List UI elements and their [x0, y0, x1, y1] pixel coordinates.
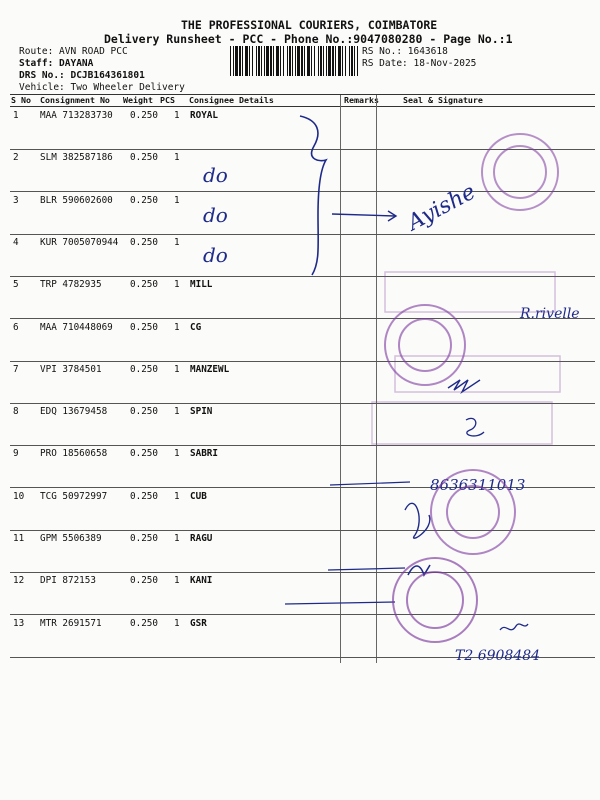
consignment-number: DPI 872153 [40, 575, 96, 587]
consignment-number: MAA 710448069 [40, 321, 113, 333]
consignment-number: SLM 382587186 [40, 152, 113, 164]
table-row [10, 403, 595, 446]
weight-value: 0.250 [130, 279, 158, 291]
consignee-details: CUB [190, 490, 207, 502]
consignment-number: PRO 18560658 [40, 448, 108, 460]
table-row [10, 276, 595, 319]
weight-value: 0.250 [130, 152, 158, 164]
staff-field: Staff: DAYANA [19, 58, 94, 69]
table-row [10, 361, 595, 404]
pieces-count: 1 [174, 490, 180, 502]
pieces-count: 1 [174, 533, 180, 544]
weight-value: 0.250 [130, 575, 158, 587]
rs-date-field: RS Date: 18-Nov-2025 [362, 58, 477, 69]
ditto-mark: do [203, 203, 228, 227]
consignment-number: EDQ 13679458 [40, 406, 108, 418]
consignee-details: CG [190, 321, 202, 333]
consignee-details: MANZEWL [190, 363, 230, 375]
weight-value: 0.250 [130, 236, 158, 248]
serial-number: 7 [13, 363, 19, 375]
table-row [10, 572, 595, 615]
serial-number: 12 [13, 575, 25, 587]
route-field: Route: AVN ROAD PCC [19, 46, 128, 57]
consignee-details: MILL [190, 279, 213, 291]
col-remarks: Remarks [344, 95, 379, 105]
pieces-count: 1 [174, 363, 180, 375]
rs-no-field: RS No.: 1643618 [362, 46, 448, 57]
table-row [10, 530, 595, 573]
serial-number: 9 [13, 448, 19, 460]
pieces-count: 1 [174, 448, 180, 460]
pieces-count: 1 [174, 575, 180, 587]
ditto-mark: do [203, 243, 228, 267]
table-row [10, 234, 595, 277]
pieces-count: 1 [174, 236, 180, 248]
col-weight: Weight [123, 95, 153, 105]
serial-number: 11 [13, 533, 25, 544]
consignment-number: TCG 50972997 [40, 490, 108, 502]
consignment-number: MAA 713283730 [40, 110, 113, 121]
consignee-details: SABRI [190, 448, 218, 460]
serial-number: 8 [13, 406, 19, 418]
consignment-number: VPI 3784501 [40, 363, 102, 375]
pieces-count: 1 [174, 110, 180, 121]
consignment-number: KUR 7005070944 [40, 236, 119, 248]
table-row [10, 488, 595, 531]
serial-number: 3 [13, 194, 19, 206]
pieces-count: 1 [174, 194, 180, 206]
company-title: THE PROFESSIONAL COURIERS, COIMBATORE [181, 18, 438, 32]
weight-value: 0.250 [130, 406, 158, 418]
ditto-mark: do [203, 163, 228, 187]
serial-number: 6 [13, 321, 19, 333]
weight-value: 0.250 [130, 194, 158, 206]
consignee-details: ROYAL [190, 110, 218, 121]
weight-value: 0.250 [130, 533, 158, 544]
serial-number: 1 [13, 110, 19, 121]
col-sno: S No [11, 95, 31, 105]
handwritten-phone: 8636311013 [430, 476, 526, 494]
serial-number: 10 [13, 490, 25, 502]
handwritten-signature: Ayishe [403, 179, 480, 236]
consignee-details: KANI [190, 575, 213, 587]
pieces-count: 1 [174, 152, 180, 164]
vehicle-field: Vehicle: Two Wheeler Delivery [19, 82, 185, 93]
pieces-count: 1 [174, 279, 180, 291]
weight-value: 0.250 [130, 363, 158, 375]
pieces-count: 1 [174, 406, 180, 418]
weight-value: 0.250 [130, 448, 158, 460]
table-row [10, 615, 595, 658]
consignee-details: SPIN [190, 406, 213, 418]
table-row [10, 319, 595, 362]
weight-value: 0.250 [130, 110, 158, 121]
serial-number: 2 [13, 152, 19, 164]
table-row [10, 445, 595, 488]
pieces-count: 1 [174, 617, 180, 629]
weight-value: 0.250 [130, 490, 158, 502]
col-consignment: Consignment No [40, 95, 110, 105]
table-row [10, 192, 595, 235]
serial-number: 5 [13, 279, 19, 291]
runsheet-title: Delivery Runsheet - PCC - Phone No.:9047080280 - Page No.:1 [104, 32, 513, 46]
drs-field: DRS No.: DCJB164361801 [19, 70, 145, 81]
consignment-number: BLR 590602600 [40, 194, 113, 206]
consignment-number: MTR 2691571 [40, 617, 102, 629]
consignment-number: TRP 4782935 [40, 279, 102, 291]
consignment-number: GPM 5506389 [40, 533, 102, 544]
barcode [230, 46, 358, 76]
col-seal: Seal & Signature [403, 95, 483, 105]
serial-number: 13 [13, 617, 25, 629]
col-pcs: PCS [160, 95, 175, 105]
pieces-count: 1 [174, 321, 180, 333]
weight-value: 0.250 [130, 321, 158, 333]
col-consignee: Consignee Details [189, 95, 274, 105]
table-row [10, 149, 595, 192]
handwritten-name: R.rivelle [520, 306, 580, 322]
table-row [10, 107, 595, 150]
consignee-details: RAGU [190, 533, 213, 544]
serial-number: 4 [13, 236, 19, 248]
handwritten-note: T2 6908484 [455, 648, 541, 664]
consignee-details: GSR [190, 617, 207, 629]
weight-value: 0.250 [130, 617, 158, 629]
